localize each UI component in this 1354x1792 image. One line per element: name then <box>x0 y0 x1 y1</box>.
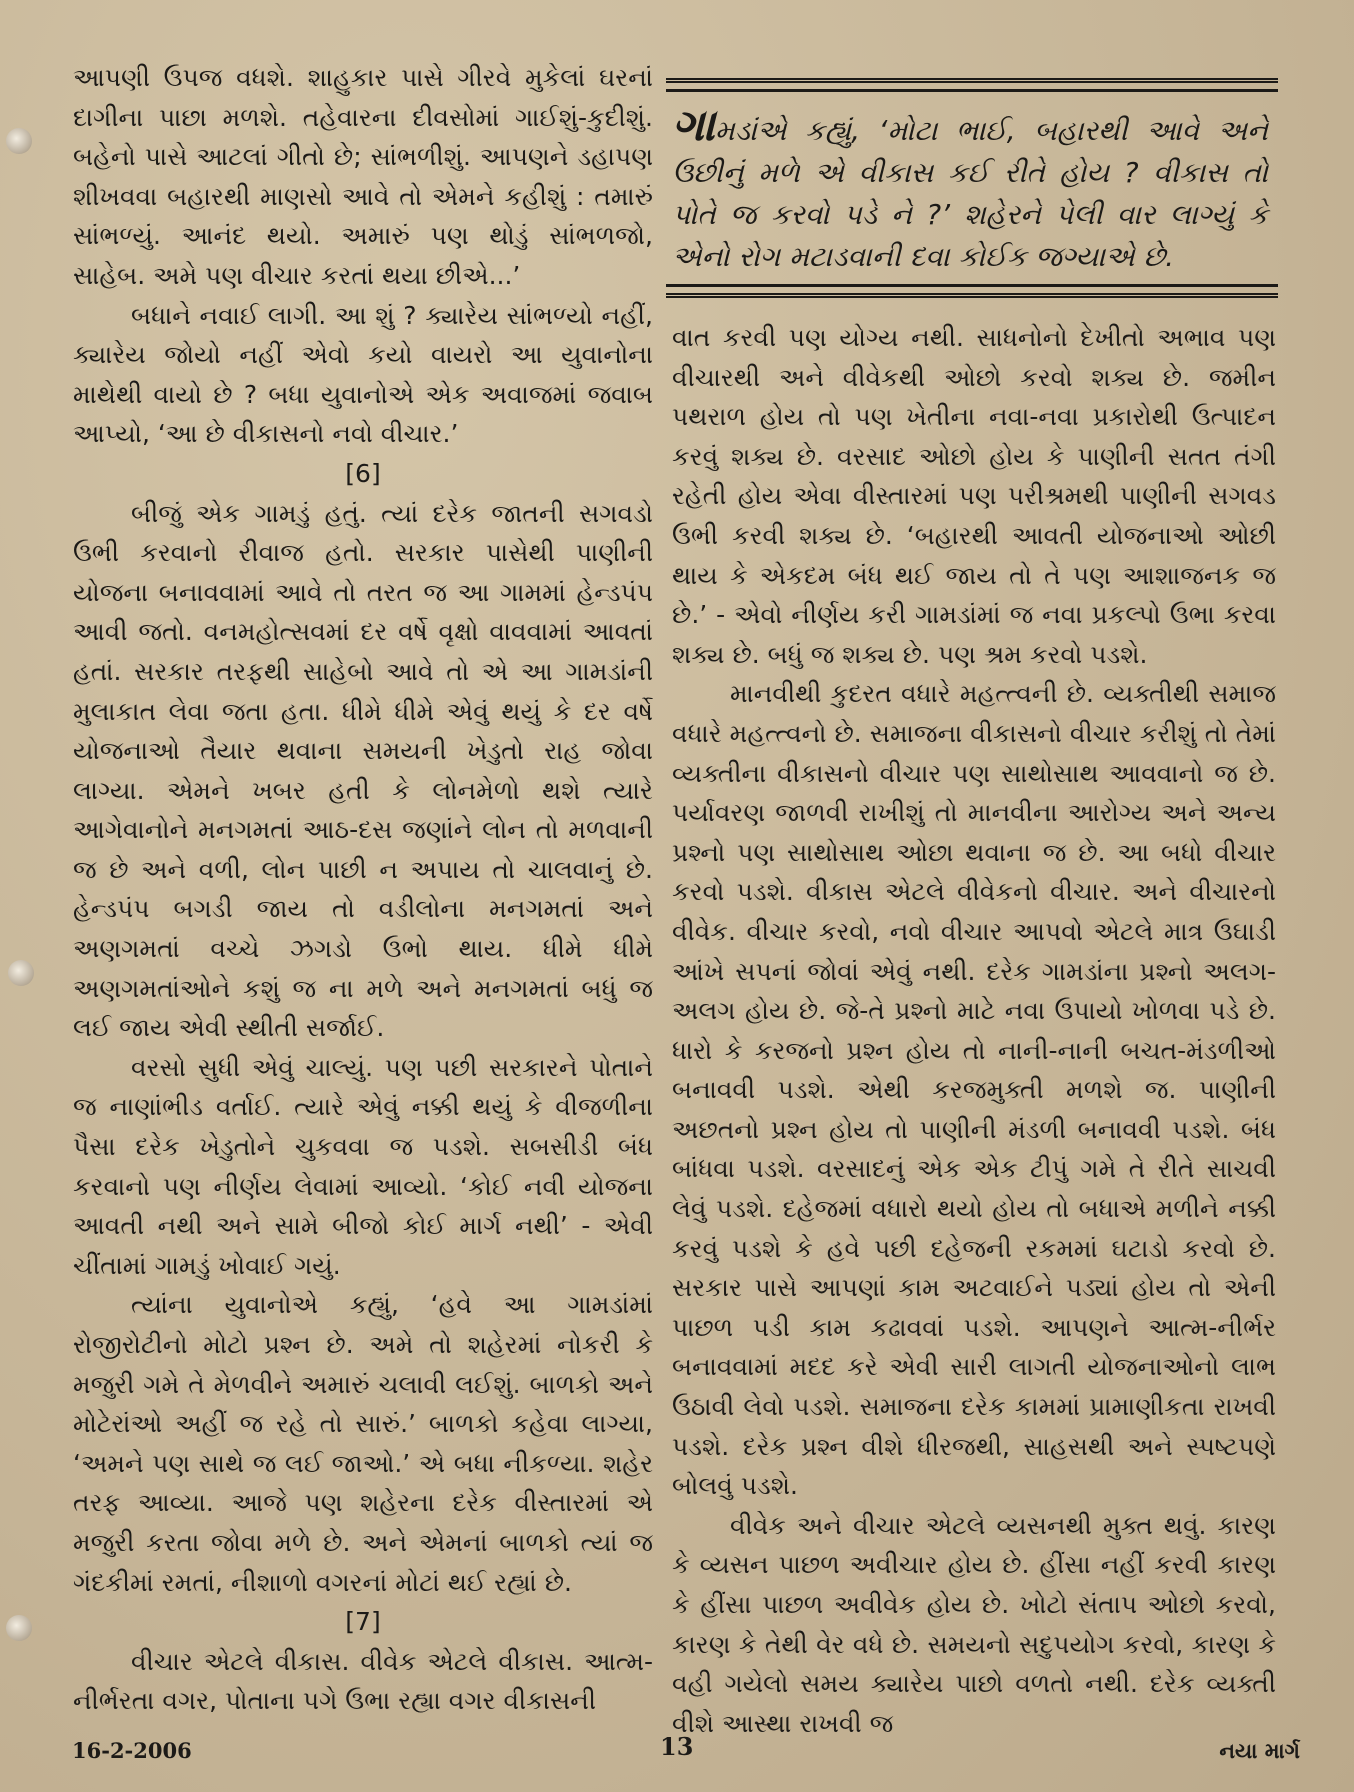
paragraph: વાત કરવી પણ યોગ્ય નથી. સાધનોનો દેખીતો અભાવ પણ વીચારથી અને વીવેકથી ઓછો કરવો શક્ય છે. જમીન પથરાળ હોય તો પણ ખેતીના નવા-નવા પ્રકારોથી ઉત્પાદન કરવું શક્ય છે. વરસાદ ઓછો હોય કે પાણીની સતત તંગી રહેતી હોય એવા વીસ્તારમાં પણ પરીશ્રમથી પાણીની સગવડ ઉભી કરવી શક્ય છે. ‘બહારથી આવતી યોજનાઓ ઓછી થાય કે એકદમ બંધ થઈ જાય તો તે પણ આશાજનક જ છે.’ - એવો નીર્ણય કરી ગામડાંમાં જ નવા પ્રકલ્પો ઉભા કરવા શક્ય છે. બધું જ શક્ય છે. પણ શ્રમ કરવો પડશે. <box>672 323 1276 669</box>
paragraph: વીચાર એટલે વીકાસ. વીવેક એટલે વીકાસ. આત્મ-નીર્ભરતા વગર, પોતાના પગે ઉભા રહ્યા વગર વીકાસની <box>73 1646 653 1716</box>
staple-pin-1 <box>6 128 32 154</box>
page-number: 13 <box>660 1732 694 1761</box>
pull-quote-text <box>672 100 1268 278</box>
section-number: [7] <box>345 1607 381 1637</box>
pull-quote-body: મડાંએ કહ્યું, ‘મોટા ભાઈ, બહારથી આવે અને ઉછીનું મળે એ વીકાસ કઈ રીતે હોય ? વીકાસ તો પોતે જ કરવો પડે ને ?’ શહેરને પેલી વાર લાગ્યું કે એનો રોગ મટાડવાની દવા કોઈક જગ્યાએ છે. <box>672 114 1268 273</box>
staple-pin-3 <box>6 1615 32 1641</box>
paragraph: વરસો સુધી એવું ચાલ્યું. પણ પછી સરકારને પોતાને જ નાણાંભીડ વર્તાઈ. ત્યારે એવું નક્કી થયું કે વીજળીના પૈસા દરેક ખેડુતોને ચુકવવા જ પડશે. સબસીડી બંધ કરવાનો પણ નીર્ણય લેવામાં આવ્યો. ‘કોઈ નવી યોજના આવતી નથી અને સામે બીજો કોઈ માર્ગ નથી’ - એવી ચીંતામાં ગામડું ખોવાઈ ગયું. <box>73 1052 653 1280</box>
right-column <box>672 318 1276 1743</box>
pull-quote <box>666 78 1278 298</box>
divider <box>666 89 1278 92</box>
drop-cap: ગા <box>672 100 715 151</box>
paragraph: બધાને નવાઈ લાગી. આ શું ? ક્યારેય સાંભળ્યો નહીં, ક્યારેય જોયો નહીં એવો કયો વાયરો આ યુવાનોના માથેથી વાયો છે ? બધા યુવાનોએ એક અવાજમાં જવાબ આપ્યો, ‘આ છે વીકાસનો નવો વીચાર.’ <box>73 300 653 449</box>
divider <box>666 284 1278 287</box>
page-footer <box>0 1732 1354 1778</box>
staple-pin-2 <box>8 960 34 986</box>
section-number: [6] <box>345 458 381 488</box>
paragraph: માનવીથી કુદરત વધારે મહત્ત્વની છે. વ્યક્તીથી સમાજ વધારે મહત્ત્વનો છે. સમાજના વીકાસનો વીચાર કરીશું તો તેમાં વ્યક્તીના વીકાસનો વીચાર પણ સાથોસાથ આવવાનો જ છે. પર્યાવરણ જાળવી રાખીશું તો માનવીના આરોગ્ય અને અન્ય પ્રશ્નો પણ સાથોસાથ ઓછા થવાના જ છે. આ બધો વીચાર કરવો પડશે. વીકાસ એટલે વીવેકનો વીચાર. અને વીચારનો વીવેક. વીચાર કરવો, નવો વીચાર આપવો એટલે માત્ર ઉઘાડી આંખે સપનાં જોવાં એવું નથી. દરેક ગામડાંના પ્રશ્નો અલગ-અલગ હોય છે. જે-તે પ્રશ્નો માટે નવા ઉપાયો ખોળવા પડે છે. ધારો કે કરજનો પ્રશ્ન હોય તો નાની-નાની બચત-મંડળીઓ બનાવવી પડશે. એથી કરજમુક્તી મળશે જ. પાણીની અછતનો પ્રશ્ન હોય તો પાણીની મંડળી બનાવવી પડશે. બંધ બાંધવા પડશે. વરસાદનું એક એક ટીપું ગમે તે રીતે સાચવી લેવું પડશે. દહેજમાં વધારો થયો હોય તો બધાએ મળીને નક્કી કરવું પડશે કે હવે પછી દહેજની રકમમાં ઘટાડો કરવો છે. સરકાર પાસે આપણાં કામ અટવાઈને પડ્યાં હોય તો એની પાછળ પડી કામ કઢાવવાં પડશે. આપણને આત્મ-નીર્ભર બનાવવામાં મદદ કરે એવી સારી લાગતી યોજનાઓનો લાભ ઉઠાવી લેવો પડશે. સમાજના દરેક કામમાં પ્રામાણીકતા રાખવી પડશે. દરેક પ્રશ્ન વીશે ધીરજથી, સાહસથી અને સ્પષ્ટપણે બોલવું પડશે. <box>672 679 1276 1501</box>
paragraph: બીજું એક ગામડું હતું. ત્યાં દરેક જાતની સગવડો ઉભી કરવાનો રીવાજ હતો. સરકાર પાસેથી પાણીની યોજના બનાવવામાં આવે તો તરત જ આ ગામમાં હેન્ડપંપ આવી જતો. વનમહોત્સવમાં દર વર્ષે વૃક્ષો વાવવામાં આવતાં હતાં. સરકાર તરફથી સાહેબો આવે તો એ આ ગામડાંની મુલાકાત લેવા જતા હતા. ધીમે ધીમે એવું થયું કે દર વર્ષે યોજનાઓ તૈયાર થવાના સમયની ખેડુતો રાહ જોવા લાગ્યા. એમને ખબર હતી કે લોનમેળો થશે ત્યારે આગેવાનોને મનગમતાં આઠ-દસ જણાંને લોન તો મળવાની જ છે અને વળી, લોન પાછી ન અપાય તો ચાલવાનું છે. હેન્ડપંપ બગડી જાય તો વડીલોના મનગમતાં અને અણગમતાં વચ્ચે ઝગડો ઉભો થાય. ધીમે ધીમે અણગમતાંઓને કશું જ ના મળે અને મનગમતાં બધું જ લઈ જાય એવી સ્થીતી સર્જાઈ. <box>73 498 653 1043</box>
paragraph: વીવેક અને વીચાર એટલે વ્યસનથી મુક્ત થવું. કારણ કે વ્યસન પાછળ અવીચાર હોય છે. હીંસા નહીં કરવી કારણ કે હીંસા પાછળ અવીવેક હોય છે. ખોટો સંતાપ ઓછો કરવો, કારણ કે તેથી વેર વધે છે. સમયનો સદુપયોગ કરવો, કારણ કે વહી ગયેલો સમય ક્યારેય પાછો વળતો નથી. દરેક વ્યક્તી વીશે આસ્થા રાખવી જ <box>672 1510 1276 1738</box>
left-column <box>73 58 653 1721</box>
issue-date: 16-2-2006 <box>72 1738 192 1763</box>
paragraph: ત્યાંના યુવાનોએ કહ્યું, ‘હવે આ ગામડાંમાં રોજીરોટીનો મોટો પ્રશ્ન છે. અમે તો શહેરમાં નોકરી કે મજુરી ગમે તે મેળવીને અમારું ચલાવી લઈશું. બાળકો અને મોટેરાંઓ અહીં જ રહે તો સારું.’ બાળકો કહેવા લાગ્યા, ‘અમને પણ સાથે જ લઈ જાઓ.’ એ બધા નીકળ્યા. શહેર તરફ આવ્યા. આજે પણ શહેરના દરેક વીસ્તારમાં એ મજુરી કરતા જોવા મળે છે. અને એમનાં બાળકો ત્યાં જ ગંદકીમાં રમતાં, નીશાળો વગરનાં મોટાં થઈ રહ્યાં છે. <box>73 1290 653 1597</box>
paragraph: આપણી ઉપજ વધશે. શાહુકાર પાસે ગીરવે મુકેલાં ઘરનાં દાગીના પાછા મળશે. તહેવારના દીવસોમાં ગાઈશું-કુદીશું. બહેનો પાસે આટલાં ગીતો છે; સાંભળીશું. આપણને ડહાપણ શીખવવા બહારથી માણસો આવે તો એમને કહીશું : તમારું સાંભળ્યું. આનંદ થયો. અમારું પણ થોડું સાંભળજો, સાહેબ. અમે પણ વીચાર કરતાં થયા છીએ...’ <box>73 63 653 290</box>
publication-name: નયા માર્ગ <box>1219 1738 1300 1763</box>
